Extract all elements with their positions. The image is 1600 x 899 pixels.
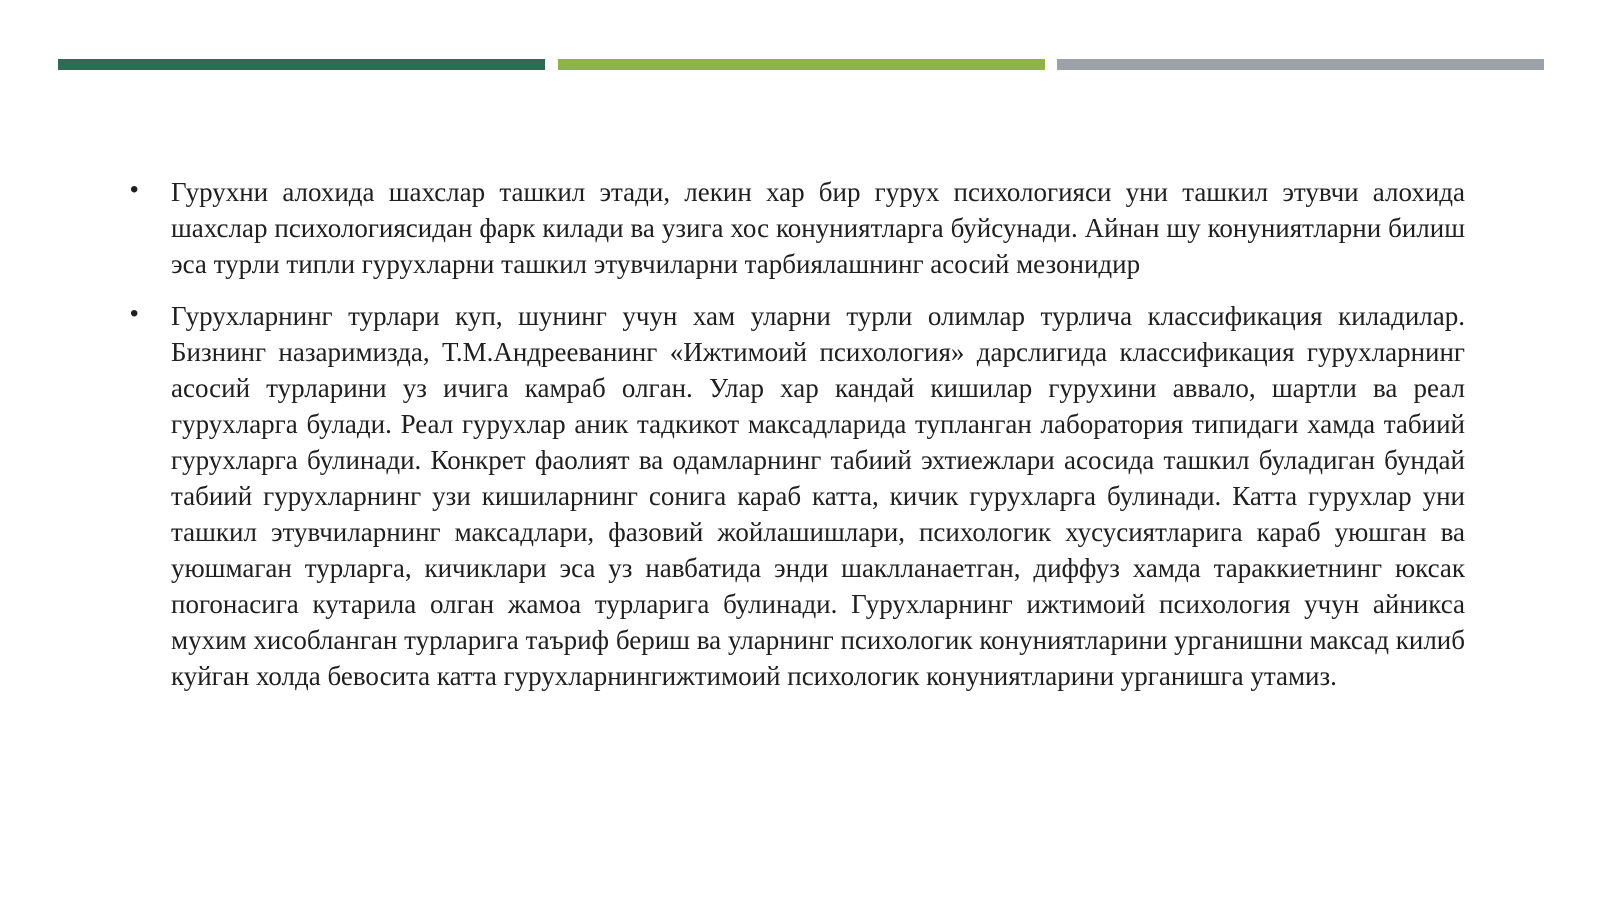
bullet-list xyxy=(130,174,1465,694)
header-bar-light-green xyxy=(558,59,1045,70)
header-bar-dark-green xyxy=(58,59,545,70)
bullet-paragraph-2 xyxy=(130,298,1465,694)
bullet-dot-icon: • xyxy=(130,176,139,203)
bullet-dot-icon: • xyxy=(130,300,139,327)
bullet-paragraph-1 xyxy=(130,174,1465,282)
header-bar-gray xyxy=(1057,59,1544,70)
paragraph-text-2: Гурухларнинг турлари куп, шунинг учун хам уларни турли олимлар турлича классификация киладилар. Бизнинг назаримизда, Т.М.Андрееванинг «Ижтимоий психология» дарслигида классификация гурухларнинг асосий турларини уз ичига камраб олган. Улар хар кандай кишилар гурухини аввало, шартли ва реал гурухларга булади. Реал гурухлар аник тадкикот максадларида тупланган лаборатория типидаги хамда табиий гурухларга булинади. Конкрет фаолият ва одамларнинг табиий эхтиежлари асосида ташкил буладиган бундай табиий гурухларнинг узи кишиларнинг сонига караб катта, кичик гурухларга булинади. Катта гурухлар уни ташкил этувчиларнинг максадлари, фазовий жойлашишлари, психологик хусусиятларига караб уюшган ва уюшмаган турларга, кичиклари эса уз навбатида энди шаклланаетган, диффуз хамда тараккиетнинг юксак погонасига кутарила олган жамоа турларига булинади. Гурухларнинг ижтимоий психология учун айникса мухим хисобланган турларига таъриф бериш ва уларнинг психологик конуниятларини урганишни максад килиб куйган холда бевосита катта гурухларнингижтимоий психологик конуниятларини урганишга утамиз. xyxy=(171,301,1465,691)
paragraph-text-1: Гурухни алохида шахслар ташкил этади, лекин хар бир гурух психологияси уни ташкил этувчи алохида шахслар психологиясидан фарк килади ва узига хос конуниятларга буйсунади. Айнан шу конуниятларни билиш эса турли типли гурухларни ташкил этувчиларни тарбиялашнинг асосий мезонидир xyxy=(171,177,1465,279)
